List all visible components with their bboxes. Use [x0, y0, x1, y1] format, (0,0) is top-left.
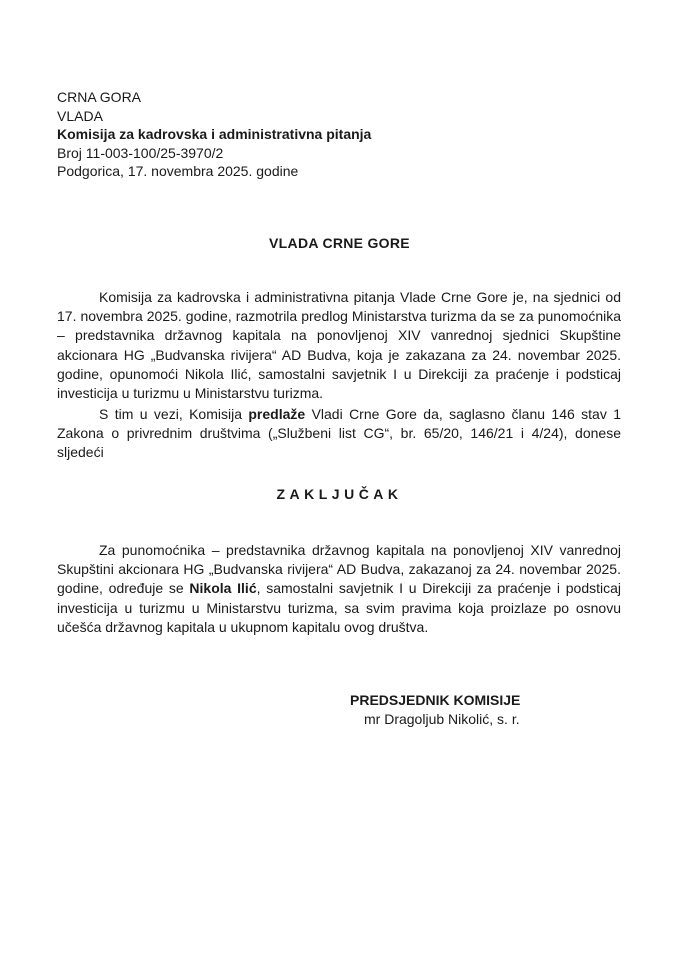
- signature-block: [350, 691, 520, 729]
- paragraph-conclusion-name: Nikola Ilić: [189, 580, 257, 597]
- header-government: VLADA: [57, 107, 103, 124]
- header-commission: Komisija za kadrovska i administrativna pitanja: [57, 126, 372, 142]
- paragraph-proposal-emphasis: predlaže: [248, 406, 306, 422]
- header-country: CRNA GORA: [57, 89, 142, 105]
- signature-title: PREDSJEDNIK KOMISIJE: [350, 692, 521, 708]
- paragraph-conclusion-after: , samostalni savjetnik I u Direkciji za praćenje i podsticaj investicija u turizmu u Ministarstvu turizma, sa svim pravima koja proizlaze po osnovu učešća državnog kapitala u ukupnom kapitalu ovog društva.: [57, 580, 622, 635]
- paragraph-proposal-before: S tim u vezi, Komisija: [99, 406, 249, 422]
- paragraph-conclusion-before: Za punomoćnika – predstavnika državnog kapitala na ponovljenoj XIV vanrednoj Skupštini akcionara HG „Budvanska rivijera“ AD Budva, zakazanoj za 24. novembar 2025. godine, određuje se: [57, 542, 621, 597]
- paragraph-conclusion: [57, 541, 621, 637]
- signature-name: mr Dragoljub Nikolić, s. r.: [364, 711, 520, 727]
- addressee-title: VLADA CRNE GORE: [269, 235, 410, 251]
- paragraph-proposal-after: Vladi Crne Gore da, saglasno članu 146 stav 1 Zakona o privrednim društvima („Službeni list CG“, br. 65/20, 146/21 i 4/24), donese sljedeći: [57, 406, 621, 461]
- paragraph-intro-text: Komisija za kadrovska i administrativna pitanja Vlade Crne Gore je, na sjednici od 17. novembra 2025. godine, razmotrila predlog Ministarstva turizma da se za punomoćnika – predstavnika državnog kapitala na ponovljenoj XIV vanrednoj sjednici Skupštine akcionara HG „Budvanska rivijera“ AD Budva, koja je zakazana za 24. novembar 2025. godine, opunomoći Nikola Ilić, samostalni savjetnik I u Direkciji za praćenje i podsticaj investicija u turizmu u Ministarstvu turizma.: [57, 289, 621, 402]
- paragraph-intro: [57, 288, 621, 403]
- paragraph-proposal: [57, 405, 621, 463]
- header-place-date: Podgorica, 17. novembra 2025. godine: [57, 163, 299, 179]
- document-header: [57, 88, 371, 181]
- conclusion-title: ZAKLJUČAK: [276, 486, 403, 502]
- header-document-number: Broj 11-003-100/25-3970/2: [57, 144, 224, 161]
